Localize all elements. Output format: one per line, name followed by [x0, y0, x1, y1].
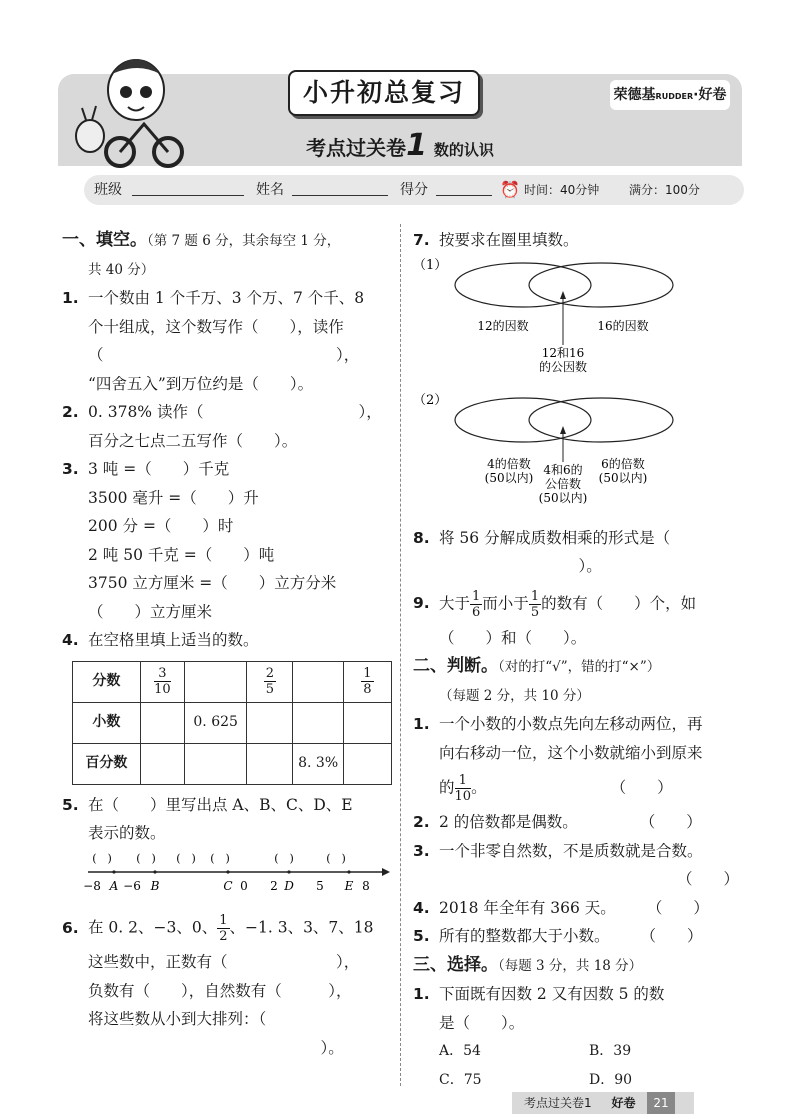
svg-text:2: 2 — [270, 878, 278, 893]
svg-text:12的因数: 12的因数 — [477, 318, 529, 333]
svg-text:E: E — [344, 878, 354, 893]
svg-text:5: 5 — [316, 878, 324, 893]
judge-3: 3. 一个非零自然数，不是质数就是合数。 — [413, 841, 703, 860]
right-column: 7. 按要求在圈里填数。 （1） 12的因数 16的因数 12和16 的公因数 （2） 4的倍数 (50以内) 6的倍数 (50以内) 4和6的 公倍数 (50以内) 8. 将 56 分解成质数相乘的形式是（ ）。 9. 大于 $\frac{1}{6}$ 而小于 $\frac{1}{5}$ 的数有（ ）个，如 （ ）和（ ）。 二、判断。（对的打“√”，错的打“×”） （每题 2 分，共 10 分） 1. 一个小数的小数点先向左移动两位，再 向右移动一位，这个小数就缩小到原来 的 $\frac{1}{10}$ 。 （ ） 2. 2 的倍数都是偶数。 （ ） 3. 一个非零自然数，不是质数就是合数。 （ ） 4. 2018 年全年有 366 天。 （ ） 5. 所有的整数都大于小数。 （ ） 三、选择。（每题 3 分，共 18 分） 1. 下面既有因数 2 又有因数 5 的数 是（ ）。 A．54 B．39 C．75 D．90 — [413, 226, 743, 1094]
question-9: 9. 大于 $\frac{1}{6}$ 而小于 $\frac{1}{5}$ 的数有（ ）个，如 — [413, 588, 697, 620]
page-title: 小升初总复习 — [288, 70, 480, 116]
venn-diagram-2 — [413, 390, 733, 510]
svg-text:0: 0 — [240, 878, 248, 893]
svg-text:12和16: 12和16 — [541, 345, 585, 360]
question-8: 8. 将 56 分解成质数相乘的形式是（ — [413, 528, 671, 547]
question-4: 4. 在空格里填上适当的数。 — [62, 631, 259, 649]
conversion-table: 分数 $\frac{3}{10}$ $\frac{2}{5}$ $\frac{1}{8}$ 小数 0. 625 百分数 8. 3% — [72, 661, 392, 785]
svg-text:6的倍数: 6的倍数 — [601, 457, 645, 471]
judge-5: 5. 所有的整数都大于小数。 （ ） — [413, 927, 703, 945]
left-column: 一、填空。（第 7 题 6 分，其余每空 1 分， 共 40 分） 1. 一个数由 1 个千万、3 个万、7 个千、8 个十组成，这个数写作（ ），读作 （ ）， “四舍五入”到万位约是（ ）。 2. 0. 378% 读作（ ）， 百分之七点二五写作（ ）。 3. 3 吨 =（ ）千克 3500 毫升 =（ ）升 200 分 =（ ）时 2 吨 50 千克 =（ ）吨 3750 立方厘米 =（ ）立方分米 （ ）立方厘米 4. 在空格里填上适当的数。 分数 $\frac{3}{10}$ $\frac{2}{5}$ $\frac{1}{8}$ 小数 0. 625 百分数 8. 3% 5. 在（ ）里写出点 A、B、C、D、E 表示的数。 ( ) ( ) ( ) ( ) ( ) ( ) −8 A −6 B C 0 2 D 5 E 8 6. 在 0. 2、−3、0、 $\frac{1}{2}$ 、−1. 3、3、7、18 这些数中，正数有（ ）， 负数有（ ），自然数有（ ）， 将这些数从小到大排列：（ ）。 — [62, 226, 392, 1062]
svg-text:(50以内): (50以内) — [538, 491, 588, 505]
page-number: 21 — [647, 1092, 674, 1114]
question-6: 6. 在 0. 2、−3、0、 $\frac{1}{2}$ 、−1. 3、3、7、18 — [62, 913, 374, 944]
svg-text:（1）: （1） — [413, 257, 448, 273]
question-7: 7. 按要求在圈里填数。 — [413, 231, 579, 249]
venn-diagram-1 — [413, 255, 733, 375]
publisher-logo: 荣德基RUDDER·好卷 — [610, 80, 730, 110]
question-2: 2. 0. 378% 读作（ ）， — [62, 403, 382, 421]
svg-text:(50以内): (50以内) — [484, 471, 534, 485]
svg-text:( ): ( ) — [274, 851, 294, 865]
page-subtitle: 考点过关卷1 数的认识 — [306, 128, 494, 163]
question-1: 1. 一个数由 1 个千万、3 个万、7 个千、8 — [62, 289, 365, 307]
judge-1: 1. 一个小数的小数点先向左移动两位，再 — [413, 715, 703, 733]
svg-text:的公因数: 的公因数 — [538, 359, 588, 374]
svg-text:( ): ( ) — [136, 851, 156, 865]
judge-4: 4. 2018 年全年有 366 天。 （ ） — [413, 898, 709, 917]
column-divider — [400, 224, 401, 1086]
svg-text:公倍数: 公倍数 — [544, 477, 582, 491]
question-5: 5. 在（ ）里写出点 A、B、C、D、E — [62, 795, 353, 814]
svg-text:B: B — [150, 878, 160, 893]
svg-text:−6: −6 — [123, 878, 141, 893]
svg-text:C: C — [223, 878, 233, 893]
question-3: 3. 3 吨 =（ ）千克 — [62, 460, 230, 478]
svg-text:8: 8 — [362, 878, 370, 893]
page-footer: 考点过关卷1 好卷 21 — [512, 1092, 694, 1114]
svg-text:16的因数: 16的因数 — [597, 318, 649, 333]
svg-text:( ): ( ) — [210, 851, 230, 865]
judge-2: 2. 2 的倍数都是偶数。 （ ） — [413, 813, 702, 831]
mascot-icon — [68, 52, 198, 172]
svg-text:A: A — [109, 878, 119, 893]
svg-text:( ): ( ) — [92, 851, 112, 865]
choice-1: 1. 下面既有因数 2 又有因数 5 的数 — [413, 985, 665, 1003]
svg-text:4的倍数: 4的倍数 — [487, 457, 531, 471]
svg-text:( ): ( ) — [326, 851, 346, 865]
clock-icon: ⏰ — [500, 180, 520, 199]
svg-text:(50以内): (50以内) — [598, 471, 648, 485]
svg-text:4和6的: 4和6的 — [543, 463, 583, 477]
svg-text:−8: −8 — [84, 878, 101, 893]
number-line — [84, 848, 394, 898]
svg-text:（2）: （2） — [413, 393, 448, 408]
info-bar: 班级 姓名 得分 ⏰ 时间：40分钟 满分：100分 — [84, 175, 744, 205]
svg-text:( ): ( ) — [176, 851, 196, 865]
svg-text:D: D — [284, 878, 294, 893]
